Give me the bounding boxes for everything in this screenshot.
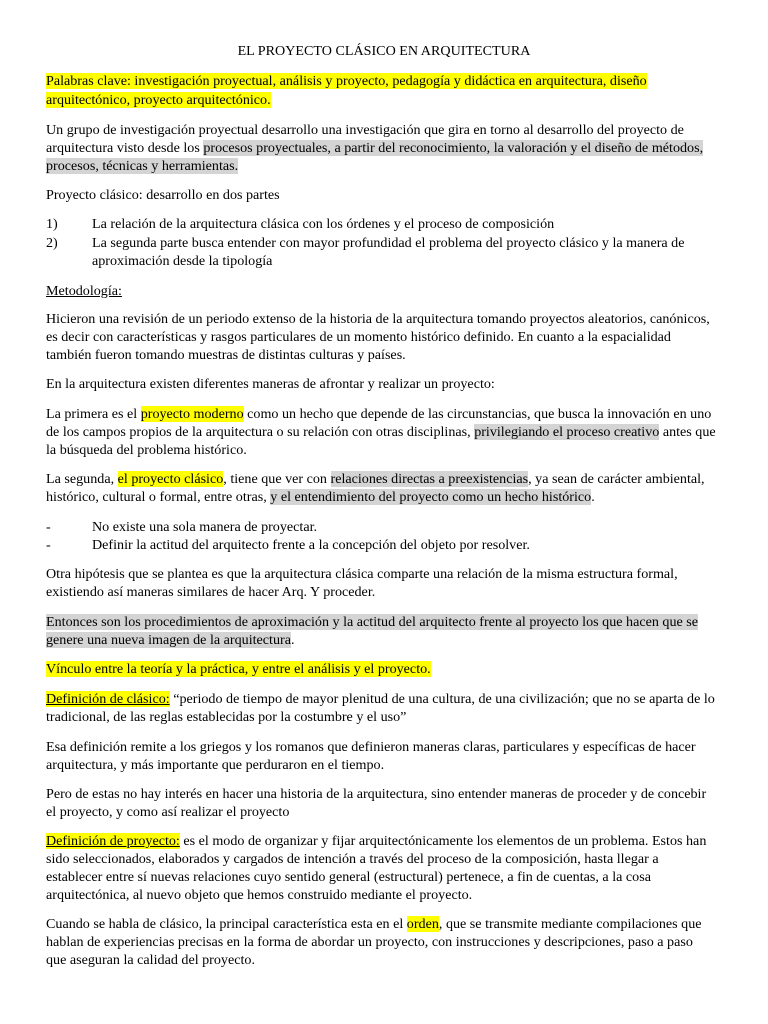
- text-span: , que se transmite mediante compilaciones que: [438, 916, 702, 932]
- paragraph-line: En la arquitectura existen diferentes maneras de afrontar y realizar un proyecto:: [46, 376, 495, 392]
- highlight-yellow: proyecto moderno: [140, 406, 244, 422]
- highlight-yellow: orden: [406, 916, 439, 932]
- paragraph-line: sido seleccionados, elaborados y cargados de intención a través del proceso de la composición, hasta llegar a: [46, 851, 659, 867]
- paragraph-line: hablan de experiencias precisas en la forma de abordar un proyecto, con instrucciones y descripciones, paso a paso: [46, 934, 693, 950]
- highlight-yellow: Vínculo entre la teoría y la práctica, y entre el análisis y el proyecto.: [46, 661, 431, 677]
- text-span: antes que: [659, 424, 716, 440]
- text-span: .: [591, 489, 595, 505]
- paragraph-line: [46, 631, 294, 649]
- keywords-line: [46, 91, 271, 109]
- paragraph-line: existiendo así maneras similares de hacer Arq. Y proceder.: [46, 584, 376, 600]
- paragraph-line: Un grupo de investigación proyectual desarrollo una investigación que gira en torno al desarrollo del proyecto de: [46, 122, 684, 138]
- definition-label: Definición de proyecto:: [46, 833, 180, 849]
- list-item-continued: aproximación desde la tipología: [92, 253, 273, 269]
- paragraph-line: [46, 832, 706, 850]
- text-span: arquitectura visto desde los: [46, 140, 204, 156]
- paragraph-line: [46, 405, 711, 423]
- text-span: de los campos propios de la arquitectura o su relación con otras disciplinas,: [46, 424, 475, 440]
- paragraph-line: la búsqueda del problema histórico.: [46, 442, 247, 458]
- bullet-marker: -: [46, 537, 51, 553]
- paragraph-line: el proyecto, y como así realizar el proyecto: [46, 804, 290, 820]
- keywords-line: [46, 72, 647, 90]
- text-span: , ya sean de carácter ambiental,: [528, 471, 705, 487]
- paragraph-line: [46, 139, 703, 157]
- paragraph-line: [46, 660, 431, 678]
- paragraph-line: [46, 470, 705, 488]
- list-item: La relación de la arquitectura clásica con los órdenes y el proceso de composición: [92, 216, 555, 232]
- highlight-gray: procesos, técnicas y herramientas.: [46, 158, 239, 174]
- text-span: Cuando se habla de clásico, la principal característica esta en el: [46, 916, 407, 932]
- highlight-gray: relaciones directas a preexistencias: [330, 471, 529, 487]
- paragraph-line: [46, 690, 715, 708]
- list-number: 1): [46, 216, 58, 232]
- definition-label: Definición de clásico:: [46, 691, 170, 707]
- text-span: , tiene que ver con: [223, 471, 331, 487]
- highlight-gray: privilegiando el proceso creativo: [474, 424, 660, 440]
- paragraph-line: Esa definición remite a los griegos y los romanos que definieron maneras claras, particulares y específicas de hacer: [46, 739, 696, 755]
- highlight-yellow: arquitectónico, proyecto arquitectónico.: [46, 92, 271, 108]
- text-span: es el modo de organizar y fijar arquitectónicamente los elementos de un problema. Estos han: [179, 833, 707, 849]
- highlight-gray: procesos proyectuales, a partir del reconocimiento, la valoración y el diseño de métodos,: [203, 140, 704, 156]
- paragraph-line: es decir con características y rasgos particulares de un momento histórico definido. En cuanto a la espacialidad: [46, 329, 671, 345]
- paragraph-line: [46, 488, 595, 506]
- paragraph-line: tradicional, de las reglas establecidas por la costumbre y el uso”: [46, 709, 407, 725]
- highlight-gray: genere una nueva imagen de la arquitectura: [46, 632, 291, 648]
- paragraph-line: arquitectónica, al nuevo objeto que hemos construido mediante el proyecto.: [46, 887, 473, 903]
- highlight-gray: y el entendimiento del proyecto como un hecho histórico: [270, 489, 592, 505]
- paragraph-line: Otra hipótesis que se plantea es que la arquitectura clásica comparte una relación de la misma estructura formal,: [46, 566, 678, 582]
- paragraph-line: [46, 915, 702, 933]
- bullet-item: No existe una sola manera de proyectar.: [92, 519, 318, 535]
- paragraph-line: también fueron tomando muestras de distintas culturas y países.: [46, 347, 406, 363]
- text-span: como un hecho que depende de las circunstancias, que busca la innovación en uno: [243, 406, 712, 422]
- list-number: 2): [46, 235, 58, 251]
- highlight-gray: Entonces son los: [46, 614, 145, 630]
- text-span: La segunda,: [46, 471, 118, 487]
- text-span: histórico, cultural o formal, entre otras,: [46, 489, 271, 505]
- paragraph-line: Hicieron una revisión de un periodo extenso de la historia de la arquitectura tomando proyectos aleatorios, canónicos,: [46, 311, 710, 327]
- paragraph-line: arquitectura, y más importante que perduraron en el tiempo.: [46, 757, 385, 773]
- bullet-item: Definir la actitud del arquitecto frente a la concepción del objeto por resolver.: [92, 537, 530, 553]
- paragraph-line: que aseguran la calidad del proyecto.: [46, 952, 255, 968]
- highlight-yellow: el proyecto clásico: [117, 471, 224, 487]
- paragraph-line: [46, 157, 238, 175]
- paragraph-line: Pero de estas no hay interés en hacer una historia de la arquitectura, sino entender maneras de proceder y de concebir: [46, 786, 707, 802]
- highlight-yellow: Palabras clave: investigación proyectual, análisis y proyecto, pedagogía y didáctica en arquitectura, diseño: [46, 73, 647, 89]
- list-item: La segunda parte busca entender con mayor profundidad el problema del proyecto clásico y la manera de: [92, 235, 685, 251]
- paragraph-line: Proyecto clásico: desarrollo en dos partes: [46, 187, 280, 203]
- bullet-marker: -: [46, 519, 51, 535]
- text-span: “periodo de tiempo de mayor plenitud de una cultura, de una civilización; que no se aparta de lo: [169, 691, 715, 707]
- document-title: EL PROYECTO CLÁSICO EN ARQUITECTURA: [237, 43, 531, 59]
- section-heading: Metodología:: [46, 283, 122, 299]
- paragraph-line: establecer entre sí nuevas relaciones cuyo sentido general (estructural) pertenece, a fin de cuentas, a la cosa: [46, 869, 651, 885]
- text-span: .: [290, 632, 295, 648]
- highlight-gray: procedimientos de aproximación y la actitud del arquitecto frente al proyecto los que hacen que se: [144, 614, 699, 630]
- text-span: La primera es el: [46, 406, 141, 422]
- paragraph-line: [46, 613, 698, 631]
- paragraph-line: [46, 423, 716, 441]
